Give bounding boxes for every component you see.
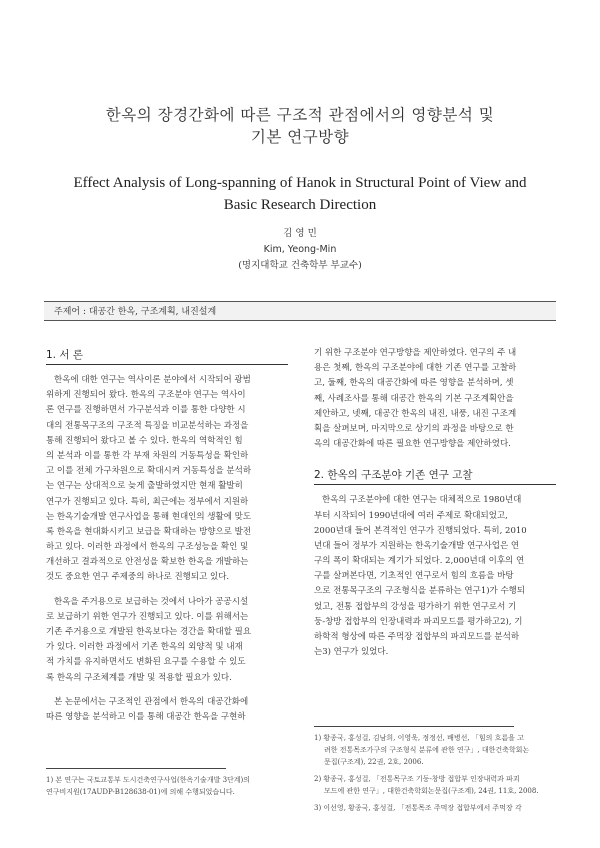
title-korean [60, 104, 540, 148]
text-line: 옥의 대공간화에 따른 필요한 연구방향을 제안하였다. [314, 439, 511, 450]
body-paragraph [46, 595, 288, 686]
footnote-line: 연구비지원(17AUDP-B128638-01)에 의해 수행되었습니다. [46, 788, 235, 796]
text-line: 기 위한 구조분야 연구방향을 제안하였다. 연구의 주 내 [314, 348, 517, 358]
footnotes-right [314, 732, 560, 819]
text-line: 으로 전통목구조의 구조형식을 분류하는 연구1)가 수행되 [314, 586, 526, 597]
section-heading-literature-review: 2. 한옥의 구조분야 기존 연구 고찰 [314, 466, 556, 485]
author-block [150, 226, 450, 274]
right-column-body-top [314, 346, 556, 452]
text-line: 년대 들어 정부가 지원하는 한옥기술개발 연구사업은 연 [314, 540, 520, 551]
text-line: 본 논문에서는 구조적인 관점에서 한옥의 대공간화에 [54, 696, 249, 707]
title-english-line: Basic Research Direction [223, 197, 377, 213]
text-line: 획을 살펴보며, 마지막으로 상기의 과정을 바탕으로 한 [314, 423, 514, 434]
body-paragraph [314, 493, 556, 660]
keywords-box [44, 301, 556, 321]
text-line: 었고, 전통 접합부의 강성을 평가하기 위한 연구로서 기 [314, 601, 517, 612]
title-english-line: Effect Analysis of Long-spanning of Hanok in Structural Point of View and [73, 175, 527, 191]
body-paragraph [314, 346, 556, 452]
text-line: 록 한옥의 구조체계를 개발 및 적용할 필요가 있다. [46, 672, 232, 683]
title-korean-line: 기본 연구방향 [250, 128, 350, 146]
text-line: 용은 첫째, 한옥의 구조분야에 대한 기존 연구를 고찰하 [314, 363, 517, 374]
text-line: 는3) 연구가 있었다. [314, 647, 389, 658]
text-line: 구의 폭이 확대되는 계기가 되었다. 2,000년대 이후의 연 [314, 556, 525, 567]
text-line: 한옥에 대한 연구는 역사이론 분야에서 시작되어 광범 [54, 375, 251, 385]
text-line: 째, 사례조사를 통해 대공간 한옥의 기본 구조계획안을 [314, 393, 514, 404]
text-line: 대의 전통목구조의 구조적 특징을 비교분석하는 과정을 [46, 420, 249, 431]
footnote-line: 2) 황종국, 홍성걸, 「전통목구조 기둥-창방 접합부 인장내력과 파괴 [314, 775, 520, 783]
text-line: 위하게 진행되어 왔다. 한옥의 구조분야 연구는 역사이 [46, 390, 246, 401]
text-line: 는 연구는 상대적으로 늦게 출발하였지만 현재 활발히 [46, 481, 243, 492]
footnote-line: 3) 이선영, 황종국, 홍성걸, 「전통목조 주먹장 접합부에서 주먹장 각 [314, 804, 522, 812]
text-line: 따른 영향을 분석하고 이를 통해 대공간 한옥을 구현하 [46, 711, 246, 722]
text-line: 로 보급하기 위한 연구가 진행되고 있다. 이를 위해서는 [46, 611, 249, 622]
footnote-line: 모드에 관한 연구」, 대한건축학회논문집(구조계), 24권, 11호, 2008. [324, 787, 539, 795]
footnote-left [46, 774, 296, 798]
text-line: 연구가 진행되고 있다. 특히, 최근에는 정부에서 지원하 [46, 496, 249, 507]
footnote-line: 1) 황종국, 홍성걸, 김남희, 이영욱, 정정선, 배병선, 「힘의 흐름을 고 [314, 734, 524, 742]
text-line: 2000년대 들어 본격적인 연구가 진행되었다. 특히, 2010 [314, 525, 527, 536]
text-line: 하학적 형상에 따른 주먹장 접합부의 파괴모드를 분석하 [314, 632, 520, 642]
section-heading-introduction: 1. 서 론 [46, 346, 288, 365]
left-column-body [46, 373, 288, 725]
text-line: 는 한옥기술개발 연구사업을 통해 현대인의 생활에 맞도 [46, 511, 252, 522]
text-line: 통해 진행되어 왔다고 볼 수 있다. 한옥의 역학적인 힘 [46, 435, 243, 446]
author-name-korean: 김 영 민 [283, 228, 317, 239]
title-korean-line: 한옥의 장경간화에 따른 구조적 관점에서의 영향분석 및 [105, 106, 495, 124]
body-paragraph [46, 695, 288, 725]
footnote-line: 문집(구조계), 22권, 2호, 2006. [324, 758, 424, 766]
text-line: 고 이를 전체 가구차원으로 확대시켜 거동특성을 분석하 [46, 466, 252, 477]
footnote-divider-right [314, 726, 514, 727]
text-line: 하고 있다. 이러한 과정에서 한옥의 구조성능을 확인 및 [46, 542, 249, 553]
footnote-line: 1) 본 연구는 국토교통부 도시건축연구사업(한옥기술개발 3단계)의 [46, 776, 251, 784]
text-line: 제안하고, 넷째, 대공간 한옥의 내진, 내풍, 내진 구조계 [314, 408, 517, 419]
text-line: 둥-창방 접합부의 인장내력과 파괴모드를 평가하고2), 기 [314, 616, 523, 627]
text-line: 구를 살펴본다면, 기초적인 연구로서 힘의 흐름을 바탕 [314, 571, 514, 582]
text-line: 록 한옥을 현대화시키고 보급을 확대하는 방향으로 발전 [46, 526, 252, 537]
right-column-body-bottom [314, 493, 556, 660]
text-line: 의 분석과 이를 통한 각 부재 차원의 거동특성을 확인하 [46, 450, 249, 461]
footnote-line: 려한 전통목조가구의 구조형식 분류에 관한 연구」, 대한건축학회논 [324, 746, 530, 754]
text-line: 것도 중요한 연구 주제중의 하나로 진행되고 있다. [46, 572, 230, 583]
body-paragraph [46, 373, 288, 586]
right-column [314, 346, 556, 660]
text-line: 부터 시작되어 1990년대에 여러 주제로 확대되었고, [314, 510, 508, 521]
keywords-text: 주제어 : 대공간 한옥, 구조계획, 내진설계 [54, 307, 217, 317]
footnote-item [314, 802, 560, 814]
text-line: 한옥을 주거용으로 보급하는 것에서 나아가 공공시설 [54, 596, 249, 607]
title-english [40, 172, 560, 216]
text-line: 론 연구를 진행하면서 가구분석과 이를 통한 다양한 시 [46, 405, 246, 416]
text-line: 고, 둘째, 한옥의 대공간화에 따른 영향을 분석하며, 셋 [314, 378, 514, 389]
footnote-divider-left [46, 768, 226, 769]
text-line: 가 있다. 이러한 과정에서 기존 한옥의 외양적 및 내재 [46, 642, 243, 653]
author-affiliation: (명지대학교 건축학부 부교수) [238, 260, 362, 271]
footnote-item [314, 732, 560, 768]
text-line: 적 가치를 유지하면서도 변화된 요구를 수용할 수 있도 [46, 657, 246, 668]
left-column [46, 346, 288, 725]
footnote-item [314, 773, 560, 797]
text-line: 기존 주거용으로 개발된 한옥보다는 경간을 확대할 필요 [46, 627, 252, 637]
text-line: 개선하고 결과적으로 안전성을 확보한 한옥을 개발하는 [46, 557, 249, 568]
author-name-english: Kim, Yeong-Min [263, 244, 337, 255]
text-line: 한옥의 구조분야에 대한 연구는 대체적으로 1980년대 [322, 495, 522, 506]
